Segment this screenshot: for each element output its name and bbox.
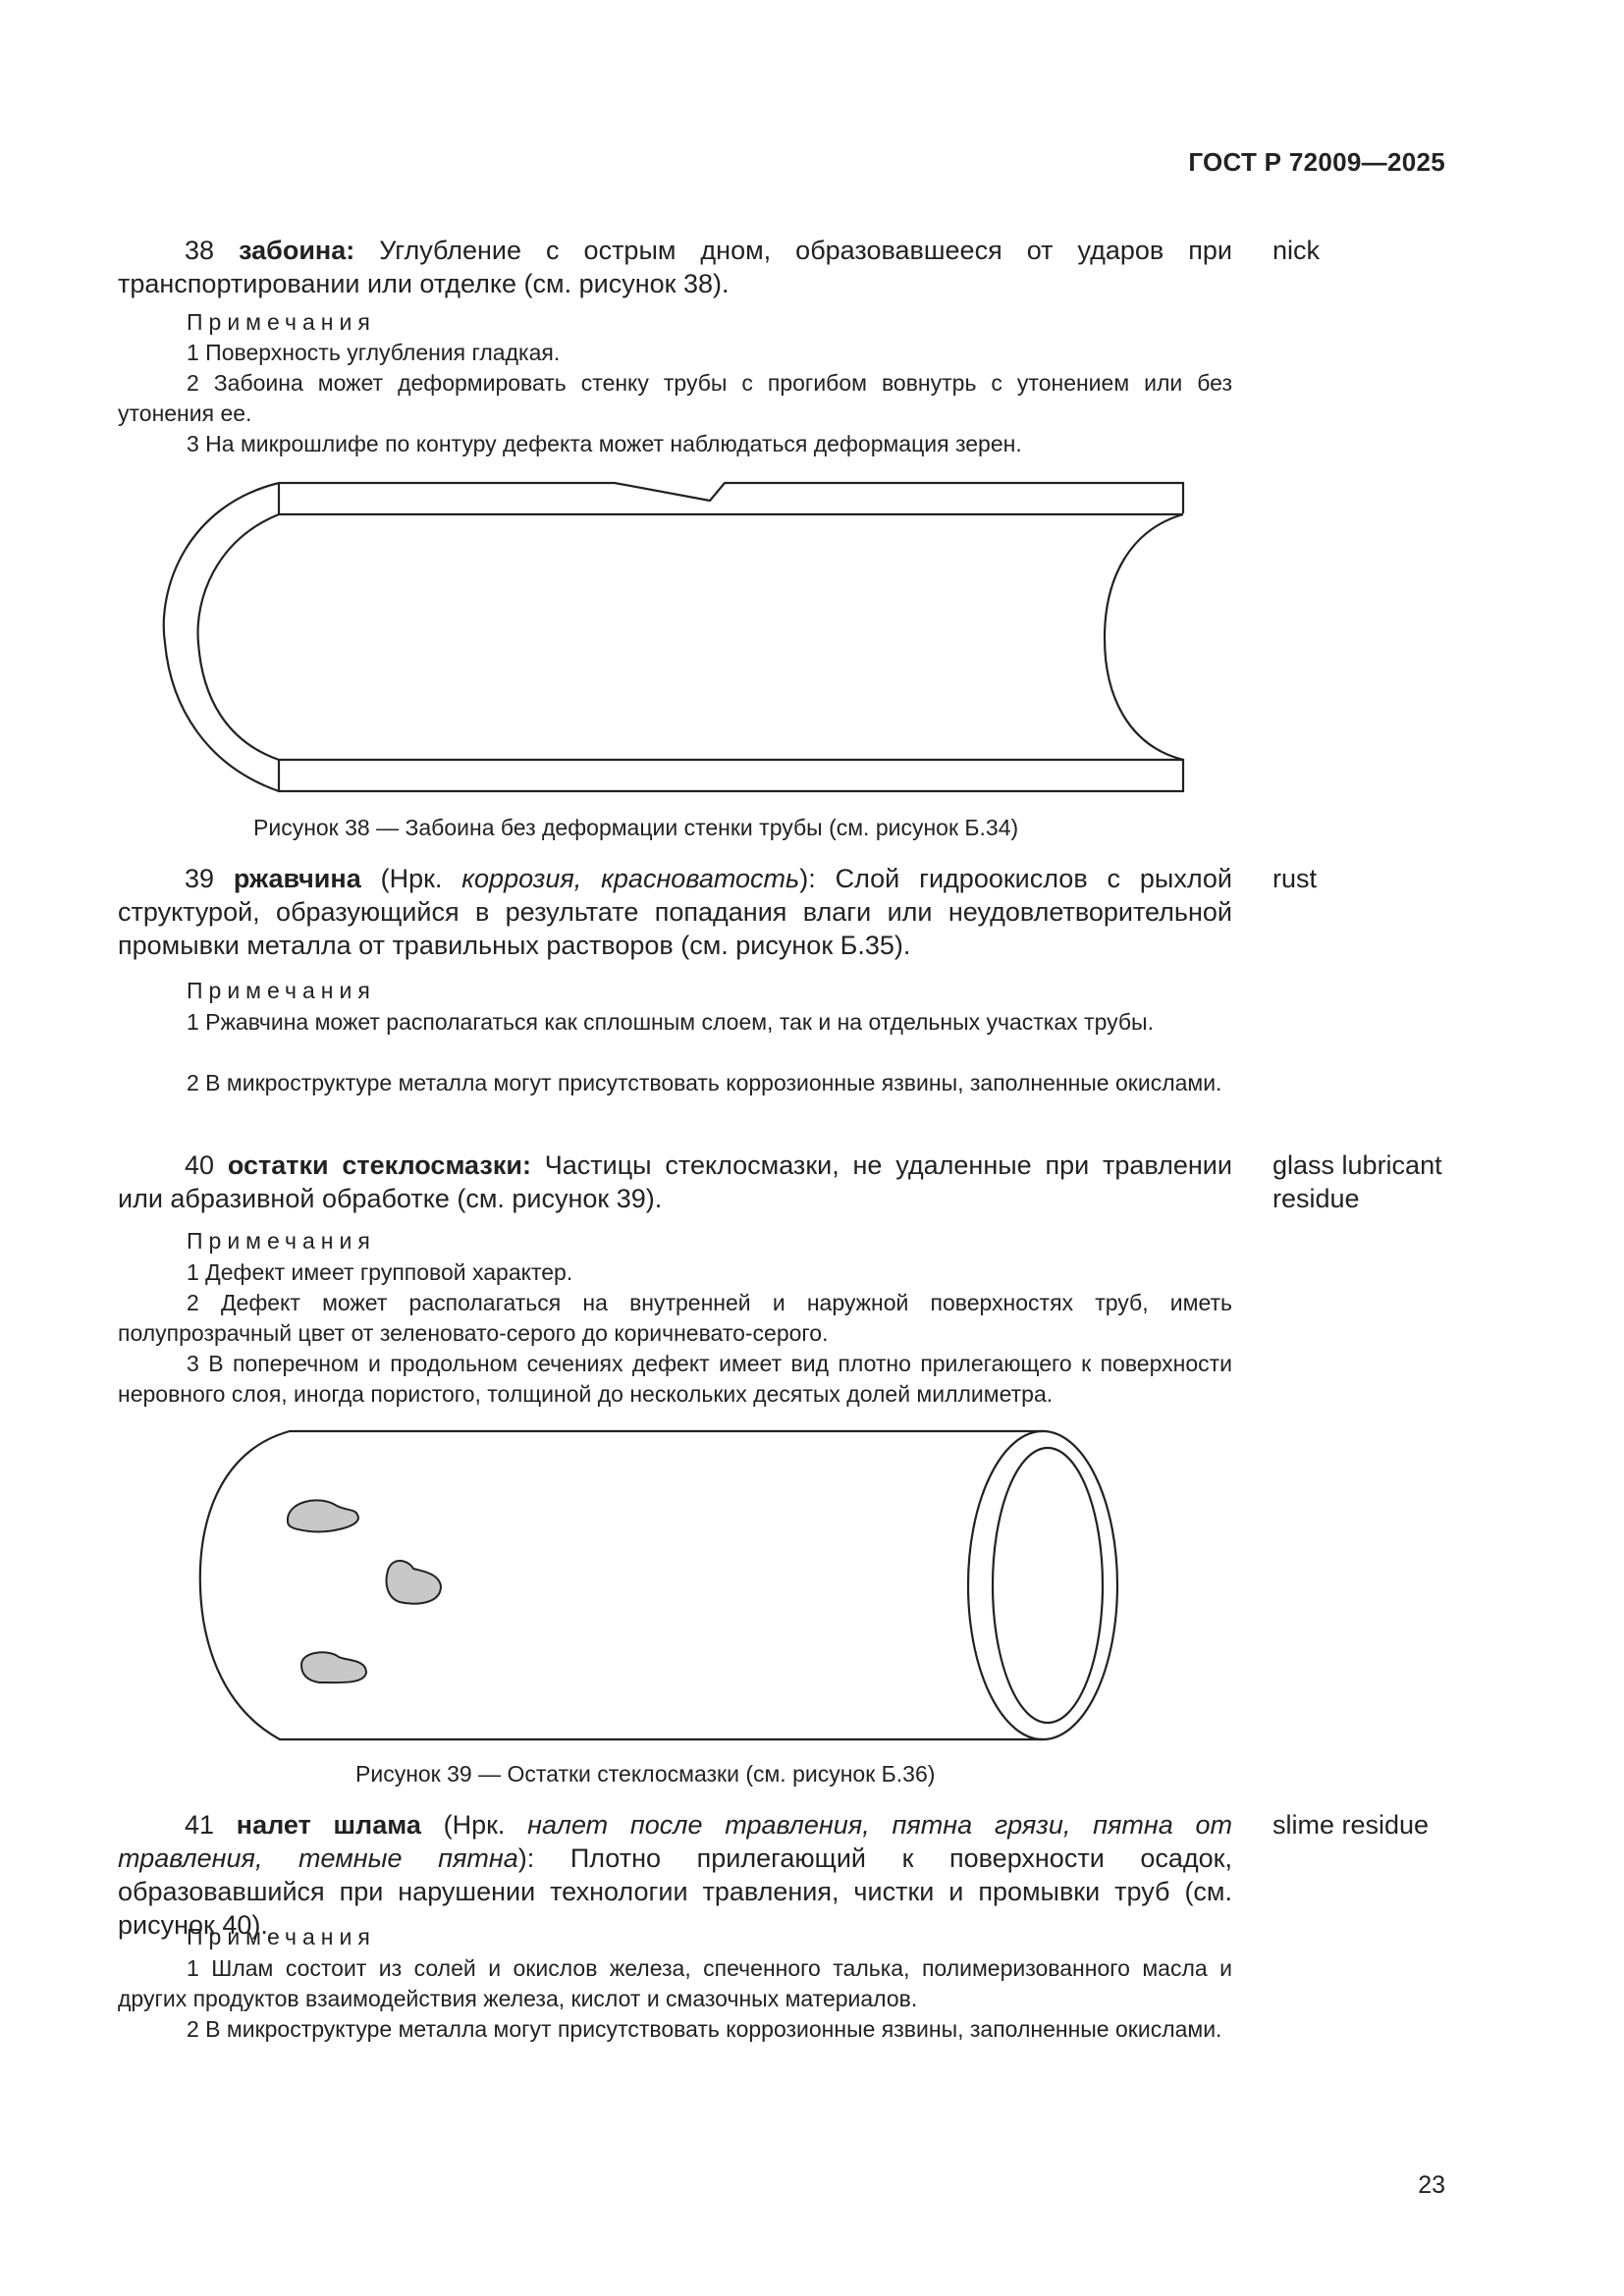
figure-38-pipe-nick xyxy=(157,471,1198,805)
term-40-notes-label: Примечания xyxy=(187,1228,376,1254)
term-38-definition: 38 забоина: Углубление с острым дном, образовавшееся от ударов при транспортировании или отделке (см. рисунок 38). xyxy=(118,236,1232,298)
term-38-note-2: 2 Забоина может деформировать стенку трубы с прогибом вовнутрь с утонением или без утонения ее. xyxy=(118,370,1232,426)
figure-39-pipe-residue xyxy=(191,1423,1173,1747)
term-38-notes-label: Примечания xyxy=(187,309,376,335)
term-39-name: ржавчина xyxy=(233,864,361,893)
term-38-note-1: 1 Поверхность углубления гладкая. xyxy=(187,340,561,365)
figure-39-caption: Рисунок 39 — Остатки стеклосмазки (см. рисунок Б.36) xyxy=(355,1761,936,1787)
term-39-definition: 39 ржавчина (Нрк. коррозия, красноватость): Слой гидроокислов с рыхлой структурой, образующийся в результате попадания влаги или неудовлетворительной промывки металла от травильных растворов (см. рисунок Б.35). xyxy=(118,864,1232,960)
term-40-note-2: 2 Дефект может располагаться на внутренней и наружной поверхностях труб, иметь полупрозрачный цвет от зеленовато-серого до коричневато-серого. xyxy=(118,1290,1232,1346)
term-41-definition: 41 налет шлама (Нрк. налет после травления, пятна грязи, пятна от травления, темные пятна): Плотно прилегающий к поверхности осадок, образовавшийся при нарушении технологии травления, чистки и промывки труб (см. рисунок 40). xyxy=(118,1810,1232,1940)
term-39-english: rust xyxy=(1272,864,1318,893)
term-41-english: slime residue xyxy=(1272,1810,1430,1840)
residue-spot-2 xyxy=(387,1561,442,1604)
term-38-english: nick xyxy=(1272,236,1321,265)
term-40-note-3: 3 В поперечном и продольном сечениях дефект имеет вид плотно прилегающего к поверхности неровного слоя, иногда пористого, толщиной до нескольких десятых долей миллиметра. xyxy=(118,1351,1232,1407)
term-40-definition: 40 остатки стеклосмазки: Частицы стеклосмазки, не удаленные при травлении или абразивной обработке (см. рисунок 39). xyxy=(118,1150,1232,1213)
document-header: ГОСТ Р 72009—2025 xyxy=(1188,147,1445,177)
term-38-note-3: 3 На микрошлифе по контуру дефекта может наблюдаться деформация зерен. xyxy=(187,431,1022,456)
term-41-notes-label: Примечания xyxy=(187,1924,376,1949)
term-40-note-1: 1 Дефект имеет групповой характер. xyxy=(187,1259,573,1285)
term-39-notes-label: Примечания xyxy=(187,978,376,1003)
residue-spot-1 xyxy=(288,1500,358,1531)
term-41-note-1: 1 Шлам состоит из солей и окислов железа, спеченного талька, полимеризованного масла и других продуктов взаимодействия железа, кислот и смазочных материалов. xyxy=(118,1955,1232,2011)
term-40-english: glass lubricant residue xyxy=(1272,1150,1442,1213)
term-41-name: налет шлама xyxy=(236,1810,421,1840)
term-40-name: остатки стеклосмазки: xyxy=(227,1150,531,1180)
figure-38-caption: Рисунок 38 — Забоина без деформации стенки трубы (см. рисунок Б.34) xyxy=(253,815,1019,840)
term-38-name: забоина: xyxy=(239,236,355,265)
term-39-note-2: 2 В микроструктуре металла могут присутствовать коррозионные язвины, заполненные окислами. xyxy=(187,1070,1222,1095)
term-39-note-1: 1 Ржавчина может располагаться как сплошным слоем, так и на отдельных участках трубы. xyxy=(187,1009,1154,1035)
page-number: 23 xyxy=(1418,2171,1445,2199)
term-41-note-2: 2 В микроструктуре металла могут присутствовать коррозионные язвины, заполненные окислами. xyxy=(187,2016,1222,2042)
residue-spot-3 xyxy=(301,1652,366,1682)
